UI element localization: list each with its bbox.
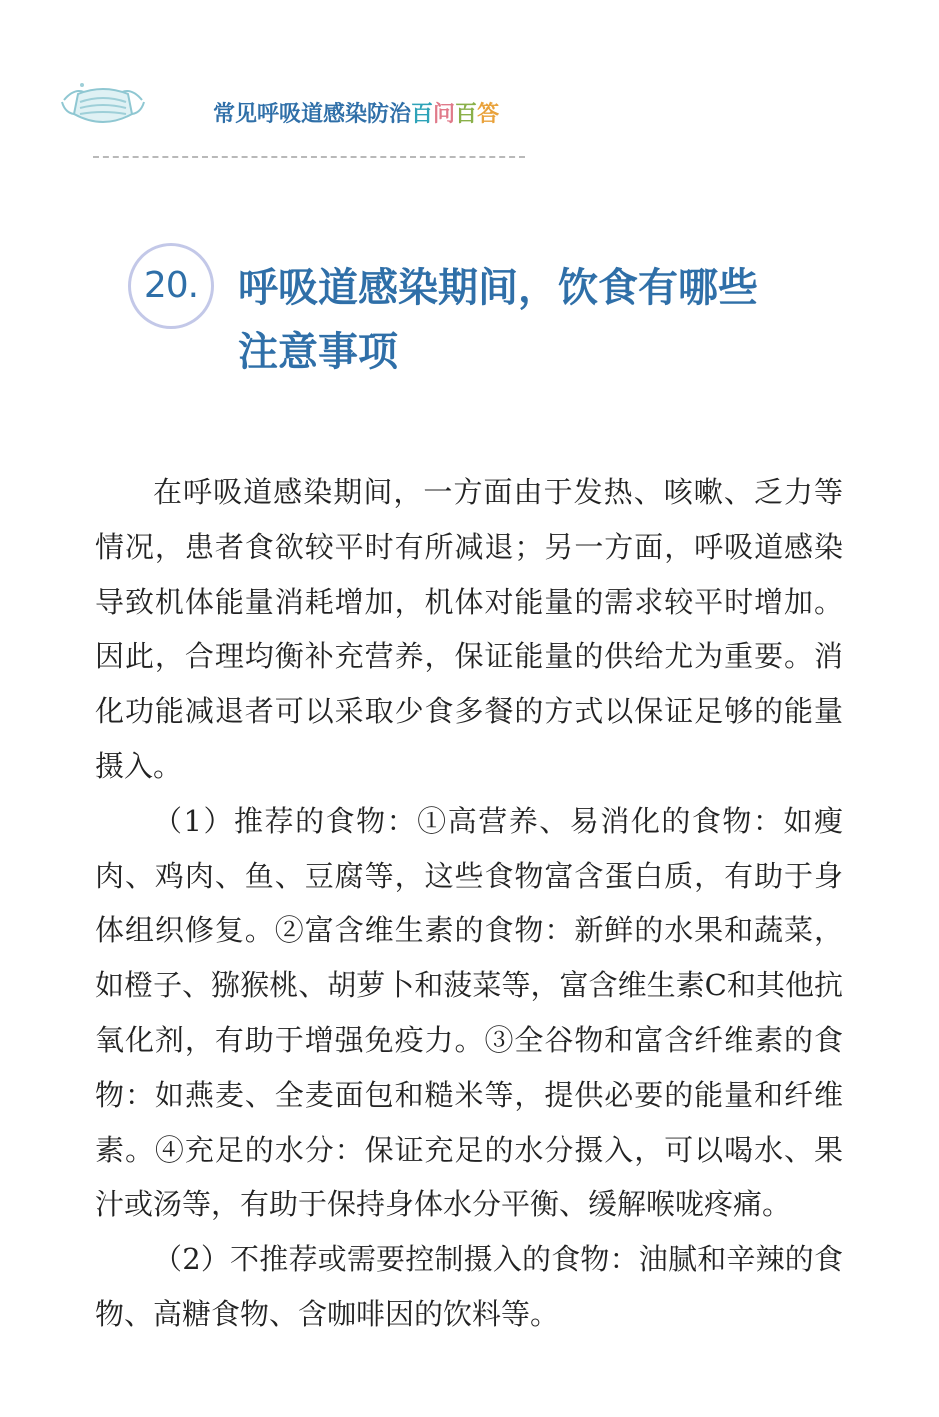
question-title-line: 注意事项 xyxy=(238,329,398,375)
header-title-char: 百 xyxy=(455,101,478,127)
header-title-char: 百 xyxy=(411,101,434,127)
header-title-char: 问 xyxy=(433,101,456,127)
question-title-line: 呼吸道感染期间，饮食有哪些 xyxy=(238,265,758,311)
body-paragraph: （2）不推荐或需要控制摄入的食物：油腻和辛辣的食物、高糖食物、含咖啡因的饮料等。 xyxy=(95,1242,843,1331)
page-header xyxy=(60,78,540,168)
face-mask-icon xyxy=(60,82,146,132)
question-title xyxy=(238,256,838,384)
question-number-badge: 20. xyxy=(128,243,214,329)
answer-body xyxy=(95,465,843,1342)
header-title-char: 答 xyxy=(477,101,500,127)
header-title-main: 常见呼吸道感染防治 xyxy=(213,102,412,127)
running-header-title xyxy=(213,97,499,128)
body-paragraph: 在呼吸道感染期间，一方面由于发热、咳嗽、乏力等情况，患者食欲较平时有所减退；另一方面，呼吸道感染导致机体能量消耗增加，机体对能量的需求较平时增加。因此，合理均衡补充营养，保证能量的供给尤为重要。消化功能减退者可以采取少食多餐的方式以保证足够的能量摄入。 xyxy=(95,475,843,783)
header-divider xyxy=(93,156,525,158)
body-paragraph: （1）推荐的食物：①高营养、易消化的食物：如瘦肉、鸡肉、鱼、豆腐等，这些食物富含蛋白质，有助于身体组织修复。②富含维生素的食物：新鲜的水果和蔬菜，如橙子、猕猴桃、胡萝卜和菠菜等，富含维生素C和其他抗氧化剂，有助于增强免疫力。③全谷物和富含纤维素的食物：如燕麦、全麦面包和糙米等，提供必要的能量和纤维素。④充足的水分：保证充足的水分摄入，可以喝水、果汁或汤等，有助于保持身体水分平衡、缓解喉咙疼痛。 xyxy=(95,803,843,1222)
